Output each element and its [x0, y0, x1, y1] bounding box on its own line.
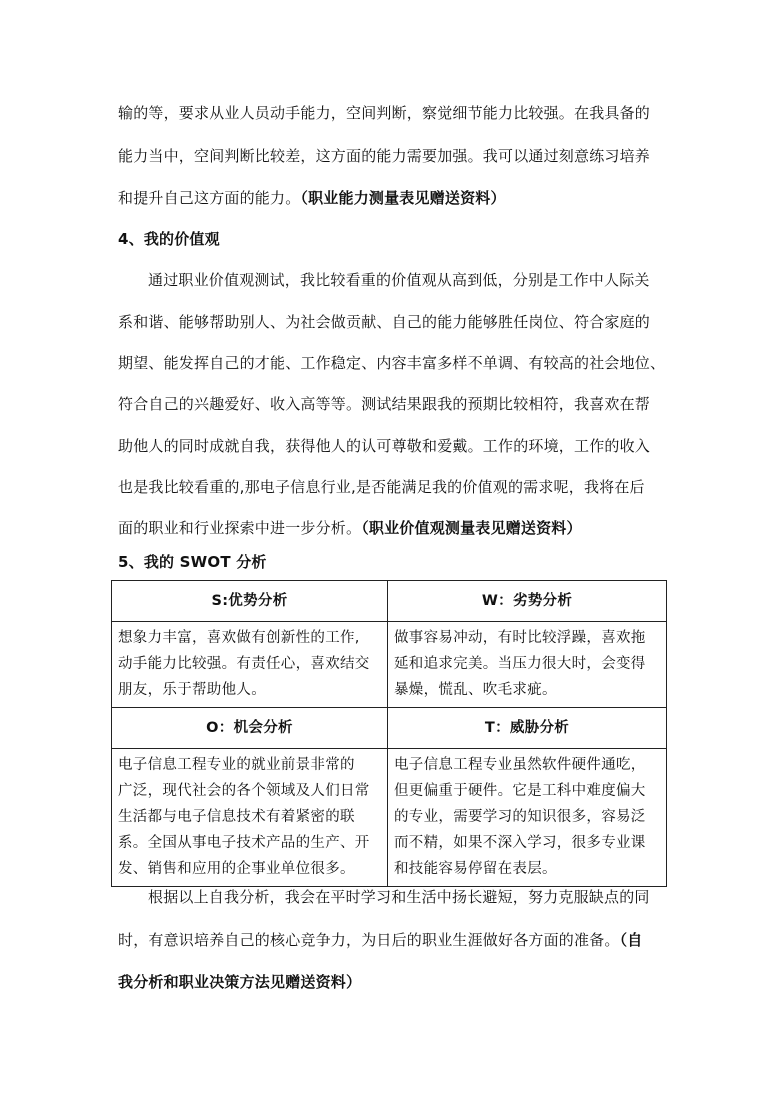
paragraph-line: 助他人的同时成就自我，获得他人的认可尊敬和爱戴。工作的环境，工作的收入 — [118, 437, 651, 455]
resource-note: （自 — [619, 931, 643, 949]
strengths-cell — [112, 622, 388, 708]
opportunities-cell — [112, 749, 388, 887]
paragraph-line: 能力当中，空间判断比较差，这方面的能力需要加强。我可以通过刻意练习培养 — [118, 147, 651, 165]
paragraph-line: 根据以上自我分析，我会在平时学习和生活中扬长避短，努力克服缺点的同 — [148, 888, 650, 906]
cell-line: 广泛，现代社会的各个领域及人们日常 — [118, 783, 370, 799]
cell-line: 电子信息工程专业虽然软件硬件通吃， — [394, 757, 646, 773]
weaknesses-cell — [388, 622, 667, 708]
paragraph-line — [118, 930, 663, 950]
paragraph-line: 符合自己的兴趣爱好、收入高等等。测试结果跟我的预期比较相符，我喜欢在帮 — [118, 395, 651, 413]
threats-cell — [388, 749, 667, 887]
paragraph-line: 期望、能发挥自己的才能、工作稳定、内容丰富多样不单调、有较高的社会地位、 — [118, 354, 666, 372]
cell-line: 系。全国从事电子技术产品的生产、开 — [118, 835, 370, 851]
cell-line: 的专业，需要学习的知识很多，容易泛 — [394, 809, 646, 825]
paragraph-line: 通过职业价值观测试，我比较看重的价值观从高到低，分别是工作中人际关 — [148, 271, 650, 289]
section-heading-swot: 5、我的 SWOT 分析 — [118, 553, 267, 571]
cell-line: 发、销售和应用的企事业单位很多。 — [118, 861, 355, 877]
cell-line: 而不精，如果不深入学习，很多专业课 — [394, 835, 646, 851]
opportunities-header: O：机会分析 — [112, 708, 388, 749]
paragraph-line: 也是我比较看重的,那电子信息行业,是否能满足我的价值观的需求呢，我将在后 — [118, 478, 645, 496]
cell-line: 和技能容易停留在表层。 — [394, 861, 557, 877]
cell-line: 动手能力比较强。有责任心，喜欢结交 — [118, 656, 370, 672]
cell-line: 生活都与电子信息技术有着紧密的联 — [118, 809, 355, 825]
cell-line: 想象力丰富，喜欢做有创新性的工作, — [118, 630, 360, 646]
paragraph-text: 和提升自己这方面的能力。 — [118, 189, 301, 207]
resource-note: 我分析和职业决策方法见赠送资料） — [118, 973, 362, 991]
cell-line: 电子信息工程专业的就业前景非常的 — [118, 757, 355, 773]
cell-line: 朋友，乐于帮助他人。 — [118, 682, 266, 698]
cell-line: 但更偏重于硬件。它是工科中难度偏大 — [394, 783, 646, 799]
strengths-header: S:优势分析 — [112, 581, 388, 622]
threats-header: T：威胁分析 — [388, 708, 667, 749]
paragraph-line — [118, 188, 663, 208]
weaknesses-header: W：劣势分析 — [388, 581, 667, 622]
cell-line: 延和追求完美。当压力很大时，会变得 — [394, 656, 646, 672]
swot-table — [111, 580, 667, 887]
resource-note: （职业能力测量表见赠送资料） — [300, 189, 506, 207]
paragraph-line — [118, 518, 663, 538]
resource-note: （职业价值观测量表见赠送资料） — [361, 519, 582, 537]
cell-line: 做事容易冲动，有时比较浮躁，喜欢拖 — [394, 630, 646, 646]
paragraph-line: 输的等，要求从业人员动手能力，空间判断，察觉细节能力比较强。在我具备的 — [118, 104, 651, 122]
section-heading-values: 4、我的价值观 — [118, 230, 220, 248]
cell-line: 暴燥，慌乱、吹毛求疵。 — [394, 682, 557, 698]
paragraph-line: 系和谐、能够帮助别人、为社会做贡献、自己的能力能够胜任岗位、符合家庭的 — [118, 313, 651, 331]
paragraph-text: 面的职业和行业探索中进一步分析。 — [118, 519, 362, 537]
paragraph-text: 时，有意识培养自己的核心竞争力，为日后的职业生涯做好各方面的准备。 — [118, 931, 620, 949]
